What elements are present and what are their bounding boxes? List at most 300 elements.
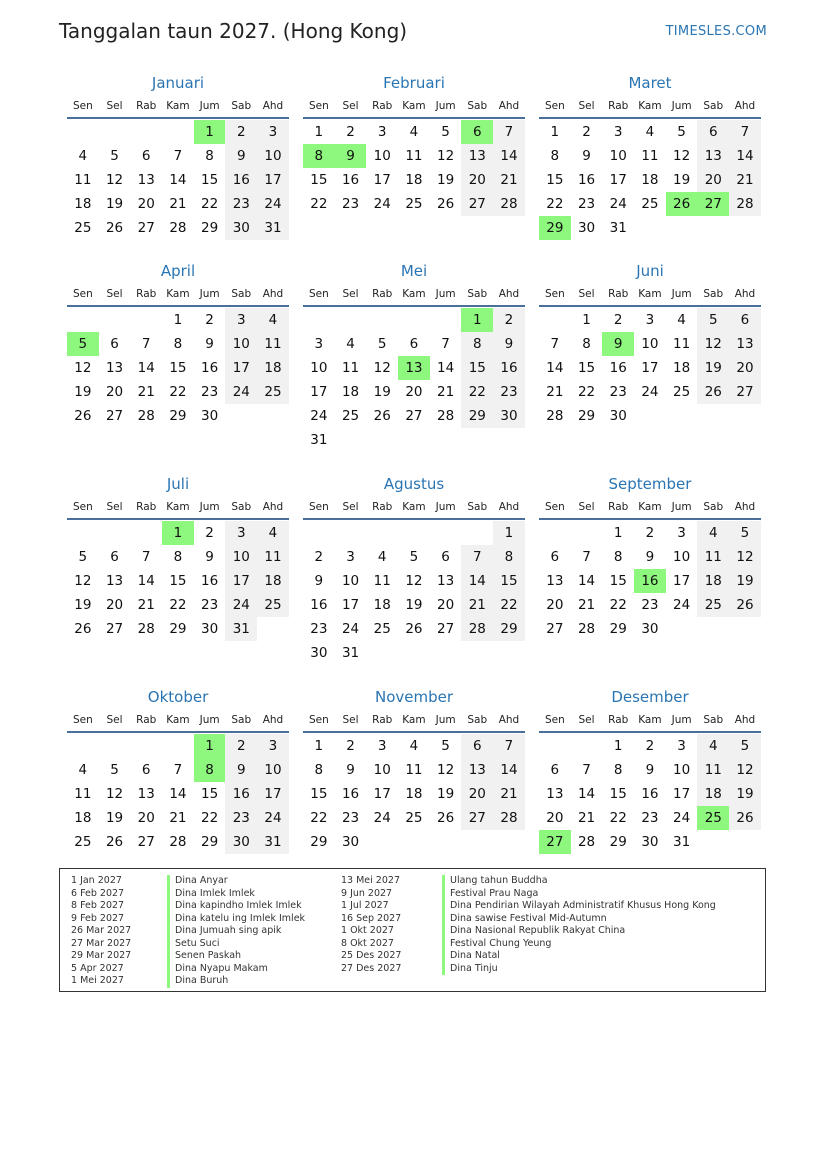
weekday-label: Jum: [435, 714, 456, 726]
empty-cell: [162, 120, 194, 144]
holiday-day-cell: 26: [666, 192, 698, 216]
weekday-label: Sel: [342, 501, 359, 513]
day-cell: 25: [373, 621, 391, 637]
day-cell: 10: [673, 762, 691, 778]
day-cell: 5: [377, 336, 387, 352]
day-cell: 5: [78, 549, 88, 565]
weekday-label: Sen: [308, 714, 329, 726]
day-cell: 9: [225, 758, 257, 782]
day-cell: 9: [582, 148, 591, 164]
weekday-label: Sab: [703, 288, 724, 300]
day-cell: 24: [225, 593, 257, 617]
month-oktober: [67, 688, 289, 854]
day-cell: 11: [405, 148, 423, 164]
day-cell: 14: [546, 360, 564, 376]
day-cell: 6: [141, 148, 151, 164]
day-cell: 19: [729, 782, 761, 806]
day-cell: 10: [373, 762, 391, 778]
day-cell: 3: [257, 734, 289, 758]
day-cell: 17: [257, 168, 289, 192]
day-cell: 9: [225, 144, 257, 168]
day-cell: 20: [137, 196, 155, 212]
weekday-label: Rab: [372, 100, 393, 112]
day-cell: 12: [74, 573, 92, 589]
empty-cell: [571, 521, 603, 545]
weekday-label: Sen: [544, 714, 565, 726]
day-cell: 20: [405, 384, 423, 400]
day-cell: 5: [441, 738, 450, 754]
day-cell: 19: [673, 172, 691, 188]
day-cell: 2: [346, 738, 355, 754]
day-cell: 26: [405, 621, 423, 637]
day-cell: 4: [697, 734, 729, 758]
day-cell: 12: [729, 545, 761, 569]
day-cell: 16: [201, 360, 219, 376]
legend-date: 9 Jun 2027: [341, 887, 393, 899]
day-cell: 11: [74, 172, 92, 188]
weekday-header: [539, 98, 761, 114]
day-cell: 23: [225, 806, 257, 830]
day-cell: 20: [137, 810, 155, 826]
weekday-label: Sen: [308, 100, 329, 112]
day-cell: 18: [74, 196, 92, 212]
day-cell: 30: [609, 408, 627, 424]
day-cell: 4: [677, 312, 686, 328]
weekday-header: [67, 98, 289, 114]
day-cell: 3: [257, 120, 289, 144]
day-cell: 25: [341, 408, 360, 424]
day-cell: 23: [225, 192, 257, 216]
holiday-day-cell: 8: [194, 758, 226, 782]
month-februari: [303, 74, 525, 216]
weekday-header: [303, 499, 525, 515]
day-cell: 26: [105, 220, 124, 236]
day-cell: 8: [461, 332, 493, 356]
month-juni: [539, 262, 761, 428]
day-cell: 7: [441, 336, 450, 352]
legend-holiday-name: Senen Paskah: [167, 950, 305, 963]
legend-holiday-name: Dina Jumuah sing apik: [167, 925, 305, 938]
legend-date: 25 Des 2027: [341, 950, 402, 961]
day-cell: 13: [546, 573, 564, 589]
day-cell: 9: [493, 332, 525, 356]
day-cell: 2: [205, 525, 214, 541]
day-cell: 30: [493, 404, 525, 428]
day-cell: 1: [173, 312, 183, 328]
day-cell: 30: [641, 834, 659, 850]
day-cell: 15: [577, 360, 596, 376]
day-cell: 27: [137, 220, 155, 236]
day-cell: 3: [377, 124, 387, 140]
day-cell: 25: [697, 593, 729, 617]
weekday-header: [303, 98, 525, 114]
day-cell: 26: [74, 408, 92, 424]
day-cell: 9: [645, 549, 655, 565]
day-cell: 18: [373, 597, 391, 613]
day-cell: 12: [697, 332, 729, 356]
day-cell: 8: [582, 336, 591, 352]
day-cell: 16: [225, 168, 257, 192]
header-divider: [67, 518, 289, 520]
day-cell: 2: [493, 308, 525, 332]
legend-holiday-name: Dina Nasional Republik Rakyat China: [442, 925, 716, 938]
day-cell: 23: [341, 810, 360, 826]
day-cell: 16: [577, 172, 596, 188]
month-name: Maret: [628, 74, 672, 92]
empty-cell: [303, 521, 335, 545]
weekday-label: Kam: [638, 714, 662, 726]
day-cell: 29: [609, 834, 627, 850]
day-cell: 5: [729, 734, 761, 758]
day-cell: 16: [310, 597, 328, 613]
day-cell: 14: [493, 758, 525, 782]
day-cell: 16: [609, 360, 627, 376]
legend-holiday-name: Dina Tinju: [442, 963, 716, 976]
day-cell: 4: [346, 336, 355, 352]
day-cell: 28: [577, 621, 596, 637]
day-cell: 22: [609, 810, 627, 826]
day-cell: 19: [697, 356, 729, 380]
day-cell: 20: [105, 384, 124, 400]
day-cell: 21: [137, 384, 155, 400]
day-cell: 4: [257, 521, 289, 545]
holiday-day-cell: 1: [194, 734, 226, 758]
empty-cell: [130, 308, 162, 332]
day-cell: 3: [346, 549, 355, 565]
weekday-label: Sen: [72, 100, 93, 112]
empty-cell: [99, 308, 131, 332]
day-cell: 8: [613, 549, 623, 565]
weekday-label: Kam: [402, 501, 426, 513]
weekday-label: Sel: [578, 288, 595, 300]
day-cell: 26: [105, 834, 124, 850]
day-cell: 23: [201, 384, 219, 400]
weekday-label: Kam: [638, 288, 662, 300]
weekday-header: [67, 499, 289, 515]
day-cell: 13: [546, 786, 564, 802]
day-grid: [303, 734, 525, 854]
day-cell: 22: [609, 597, 627, 613]
day-cell: 8: [314, 762, 324, 778]
day-cell: 12: [673, 148, 691, 164]
day-cell: 1: [613, 738, 623, 754]
day-cell: 17: [373, 172, 391, 188]
empty-cell: [571, 734, 603, 758]
day-cell: 19: [437, 172, 455, 188]
day-cell: 1: [314, 124, 324, 140]
weekday-header: [67, 712, 289, 728]
weekday-label: Kam: [402, 100, 426, 112]
day-cell: 20: [697, 168, 729, 192]
weekday-label: Jum: [435, 501, 456, 513]
weekday-label: Sel: [578, 100, 595, 112]
day-cell: 30: [641, 621, 659, 637]
day-cell: 14: [493, 144, 525, 168]
day-cell: 17: [257, 782, 289, 806]
day-cell: 12: [437, 148, 455, 164]
day-cell: 30: [225, 216, 257, 240]
header-divider: [539, 731, 761, 733]
day-cell: 28: [169, 220, 187, 236]
day-grid: [539, 734, 761, 854]
day-grid: [303, 308, 525, 452]
day-cell: 18: [641, 172, 659, 188]
day-cell: 4: [697, 521, 729, 545]
day-cell: 23: [493, 380, 525, 404]
month-april: [67, 262, 289, 428]
day-cell: 2: [225, 120, 257, 144]
empty-cell: [67, 120, 99, 144]
month-name: Januari: [151, 74, 205, 92]
holiday-day-cell: 27: [697, 192, 729, 216]
day-cell: 12: [437, 762, 455, 778]
day-cell: 4: [78, 148, 88, 164]
weekday-label: Sen: [544, 100, 565, 112]
day-cell: 8: [550, 148, 560, 164]
day-cell: 5: [677, 124, 686, 140]
day-cell: 13: [697, 144, 729, 168]
legend-holiday-name: Dina katelu ing Imlek Imlek: [167, 913, 305, 926]
day-cell: 2: [613, 312, 623, 328]
day-cell: 16: [641, 786, 659, 802]
day-cell: 19: [74, 384, 92, 400]
day-cell: 20: [729, 356, 761, 380]
day-cell: 24: [673, 597, 691, 613]
weekday-label: Sab: [467, 100, 488, 112]
weekday-label: Jum: [199, 288, 220, 300]
month-januari: [67, 74, 289, 240]
legend-holiday-name: Festival Chung Yeung: [442, 938, 716, 951]
month-name: September: [608, 475, 692, 493]
day-cell: 21: [169, 810, 187, 826]
day-cell: 10: [341, 573, 360, 589]
day-cell: 17: [673, 786, 691, 802]
weekday-label: Sab: [467, 501, 488, 513]
day-grid: [303, 521, 525, 665]
day-cell: 6: [110, 549, 119, 565]
day-cell: 17: [609, 172, 627, 188]
holiday-day-cell: 8: [303, 144, 335, 168]
month-juli: [67, 475, 289, 641]
empty-cell: [366, 521, 398, 545]
day-cell: 15: [310, 786, 328, 802]
day-cell: 23: [341, 196, 360, 212]
weekday-label: Ahd: [734, 714, 756, 726]
day-cell: 25: [74, 220, 92, 236]
day-cell: 10: [609, 148, 627, 164]
day-cell: 12: [405, 573, 423, 589]
day-cell: 30: [310, 645, 328, 661]
weekday-label: Sen: [72, 501, 93, 513]
day-cell: 22: [546, 196, 564, 212]
day-cell: 25: [641, 196, 659, 212]
empty-cell: [130, 734, 162, 758]
weekday-label: Sel: [106, 288, 123, 300]
weekday-label: Sel: [342, 714, 359, 726]
day-cell: 28: [137, 408, 155, 424]
day-cell: 18: [74, 810, 92, 826]
day-cell: 14: [437, 360, 455, 376]
day-cell: 10: [225, 545, 257, 569]
day-cell: 3: [645, 312, 655, 328]
weekday-label: Rab: [136, 714, 157, 726]
empty-cell: [99, 734, 131, 758]
weekday-label: Rab: [608, 288, 629, 300]
day-cell: 10: [257, 144, 289, 168]
day-cell: 12: [729, 758, 761, 782]
day-cell: 9: [205, 549, 214, 565]
day-cell: 24: [673, 810, 691, 826]
weekday-label: Sen: [544, 288, 565, 300]
day-cell: 4: [409, 124, 419, 140]
legend-date: 1 Mei 2027: [71, 975, 124, 986]
weekday-label: Jum: [671, 288, 692, 300]
day-cell: 6: [141, 762, 151, 778]
holiday-day-cell: 9: [602, 332, 634, 356]
weekday-label: Sab: [231, 288, 252, 300]
weekday-label: Rab: [608, 100, 629, 112]
day-cell: 7: [582, 549, 591, 565]
day-cell: 19: [405, 597, 423, 613]
day-cell: 13: [137, 786, 155, 802]
day-cell: 12: [74, 360, 92, 376]
day-cell: 14: [577, 573, 596, 589]
day-cell: 10: [373, 148, 391, 164]
day-cell: 18: [697, 569, 729, 593]
day-cell: 26: [697, 380, 729, 404]
month-desember: [539, 688, 761, 854]
header-divider: [303, 518, 525, 520]
weekday-label: Sel: [106, 501, 123, 513]
day-cell: 14: [169, 786, 187, 802]
weekday-label: Rab: [136, 100, 157, 112]
day-cell: 1: [613, 525, 623, 541]
day-cell: 30: [577, 220, 596, 236]
legend-date: 1 Jan 2027: [71, 875, 122, 886]
header-divider: [539, 117, 761, 119]
weekday-label: Kam: [166, 100, 190, 112]
day-cell: 18: [257, 569, 289, 593]
weekday-label: Ahd: [498, 100, 520, 112]
day-cell: 11: [641, 148, 659, 164]
holiday-day-cell: 16: [634, 569, 666, 593]
weekday-label: Kam: [166, 288, 190, 300]
day-cell: 27: [137, 834, 155, 850]
day-cell: 25: [257, 593, 289, 617]
day-cell: 31: [310, 432, 328, 448]
day-cell: 20: [105, 597, 124, 613]
day-cell: 31: [257, 216, 289, 240]
weekday-label: Jum: [435, 100, 456, 112]
day-cell: 24: [310, 408, 328, 424]
weekday-label: Ahd: [262, 288, 284, 300]
weekday-label: Ahd: [734, 100, 756, 112]
legend-left-dates: [71, 875, 131, 988]
day-cell: 29: [169, 621, 187, 637]
day-cell: 31: [673, 834, 691, 850]
day-cell: 2: [205, 312, 214, 328]
legend-date: 26 Mar 2027: [71, 925, 132, 936]
weekday-label: Sab: [231, 501, 252, 513]
empty-cell: [130, 120, 162, 144]
weekday-label: Jum: [435, 288, 456, 300]
day-cell: 26: [74, 621, 92, 637]
weekday-label: Sab: [231, 100, 252, 112]
day-cell: 24: [373, 196, 391, 212]
day-cell: 16: [201, 573, 219, 589]
empty-cell: [130, 521, 162, 545]
day-cell: 7: [461, 545, 493, 569]
day-cell: 15: [201, 172, 219, 188]
day-cell: 2: [645, 738, 655, 754]
weekday-label: Rab: [136, 288, 157, 300]
day-cell: 29: [609, 621, 627, 637]
day-cell: 8: [613, 762, 623, 778]
weekday-label: Ahd: [734, 501, 756, 513]
day-cell: 20: [546, 810, 564, 826]
holiday-day-cell: 25: [697, 806, 729, 830]
day-cell: 21: [437, 384, 455, 400]
day-cell: 16: [225, 782, 257, 806]
day-cell: 7: [729, 120, 761, 144]
day-cell: 3: [225, 521, 257, 545]
day-cell: 26: [729, 806, 761, 830]
day-grid: [303, 120, 525, 216]
day-grid: [539, 120, 761, 240]
weekday-label: Rab: [372, 501, 393, 513]
day-cell: 29: [201, 220, 219, 236]
holiday-day-cell: 27: [539, 830, 571, 854]
day-cell: 15: [546, 172, 564, 188]
empty-cell: [335, 521, 367, 545]
day-cell: 23: [201, 597, 219, 613]
day-cell: 23: [641, 810, 659, 826]
day-cell: 30: [201, 408, 219, 424]
day-cell: 19: [373, 384, 391, 400]
day-cell: 27: [461, 192, 493, 216]
day-cell: 29: [493, 617, 525, 641]
day-cell: 10: [310, 360, 328, 376]
empty-cell: [99, 120, 131, 144]
day-cell: 2: [582, 124, 591, 140]
legend-right-dates: [341, 875, 401, 975]
empty-cell: [335, 308, 367, 332]
day-cell: 13: [461, 144, 493, 168]
day-cell: 27: [546, 621, 564, 637]
day-cell: 21: [577, 810, 596, 826]
day-cell: 16: [493, 356, 525, 380]
weekday-label: Ahd: [498, 501, 520, 513]
empty-cell: [430, 308, 462, 332]
day-grid: [539, 521, 761, 641]
day-grid: [539, 308, 761, 428]
day-cell: 28: [577, 834, 596, 850]
site-link[interactable]: TIMESLES.COM: [665, 24, 767, 39]
weekday-label: Sab: [467, 714, 488, 726]
day-cell: 13: [105, 573, 124, 589]
holiday-day-cell: 5: [67, 332, 99, 356]
day-cell: 10: [673, 549, 691, 565]
weekday-label: Jum: [671, 714, 692, 726]
day-cell: 16: [341, 786, 360, 802]
day-cell: 6: [550, 549, 560, 565]
day-cell: 29: [461, 404, 493, 428]
empty-cell: [461, 521, 493, 545]
day-cell: 14: [137, 360, 155, 376]
header-divider: [67, 731, 289, 733]
day-cell: 21: [493, 782, 525, 806]
day-cell: 21: [729, 168, 761, 192]
